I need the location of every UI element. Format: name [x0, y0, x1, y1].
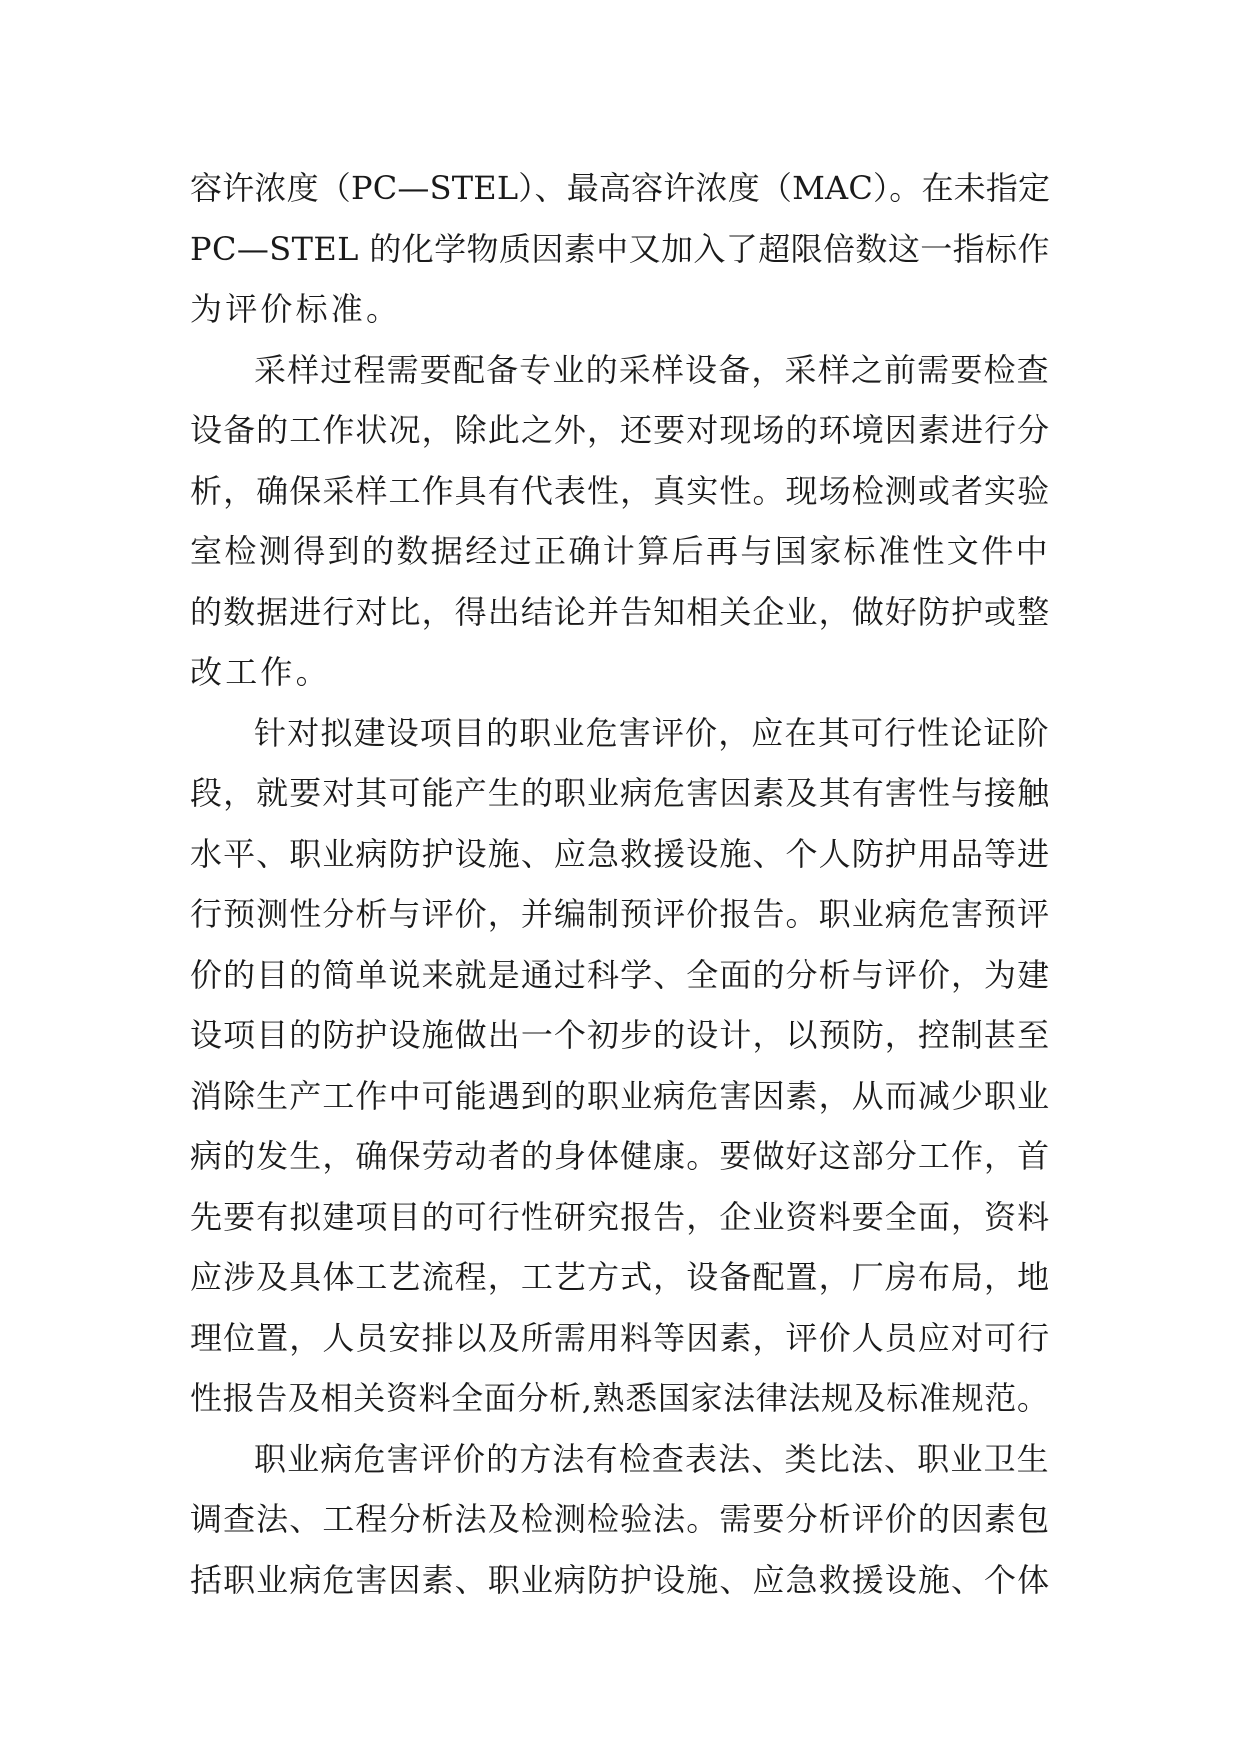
document-body [190, 158, 1050, 1610]
text-line: 为评价标准。 [190, 290, 402, 328]
text-line: 设备的工作状况，除此之外，还要对现场的环境因素进行分 [190, 411, 1051, 449]
text-line: 理位置，人员安排以及所需用料等因素，评价人员应对可行 [190, 1318, 1051, 1357]
text-line: 针对拟建设项目的职业危害评价，应在其可行性论证阶 [254, 713, 1050, 752]
text-line: PC—STEL 的化学物质因素中又加入了超限倍数这一指标作 [190, 229, 1050, 268]
text-line: 行预测性分析与评价，并编制预评价报告。职业病危害预评 [190, 895, 1051, 933]
text-line: 消除生产工作中可能遇到的职业病危害因素，从而减少职业 [190, 1076, 1051, 1115]
text-line: 括职业病危害因素、职业病防护设施、应急救援设施、个体 [190, 1560, 1051, 1599]
text-line: 室检测得到的数据经过正确计算后再与国家标准性文件中 [190, 532, 1051, 570]
text-line: 容许浓度（PC—STEL）、最高容许浓度（MAC）。在未指定 [190, 169, 1051, 207]
text-line: 应涉及具体工艺流程，工艺方式，设备配置，厂房布局，地 [190, 1258, 1051, 1296]
text-line: 设项目的防护设施做出一个初步的设计，以预防，控制甚至 [190, 1016, 1051, 1054]
text-line: 调查法、工程分析法及检测检验法。需要分析评价的因素包 [190, 1500, 1051, 1538]
text-line: 性报告及相关资料全面分析,熟悉国家法律法规及标准规范。 [190, 1379, 1050, 1417]
text-line: 的数据进行对比，得出结论并告知相关企业，做好防护或整 [190, 592, 1051, 631]
text-line: 采样过程需要配备专业的采样设备，采样之前需要检查 [254, 350, 1050, 389]
text-line: 病的发生，确保劳动者的身体健康。要做好这部分工作，首 [190, 1137, 1051, 1175]
paragraph-methods [190, 1429, 1050, 1611]
text-line: 职业病危害评价的方法有检查表法、类比法、职业卫生 [254, 1439, 1050, 1478]
text-line: 段，就要对其可能产生的职业病危害因素及其有害性与接触 [190, 774, 1051, 812]
paragraph-standards [190, 158, 1050, 340]
text-line: 水平、职业病防护设施、应急救援设施、个人防护用品等进 [190, 834, 1051, 873]
text-line: 价的目的简单说来就是通过科学、全面的分析与评价，为建 [190, 955, 1051, 994]
paragraph-sampling [190, 340, 1050, 703]
text-line: 析，确保采样工作具有代表性，真实性。现场检测或者实验 [190, 471, 1051, 510]
text-line: 先要有拟建项目的可行性研究报告，企业资料要全面，资料 [190, 1197, 1051, 1236]
text-line: 改工作。 [190, 653, 331, 691]
paragraph-pre-evaluation [190, 703, 1050, 1429]
